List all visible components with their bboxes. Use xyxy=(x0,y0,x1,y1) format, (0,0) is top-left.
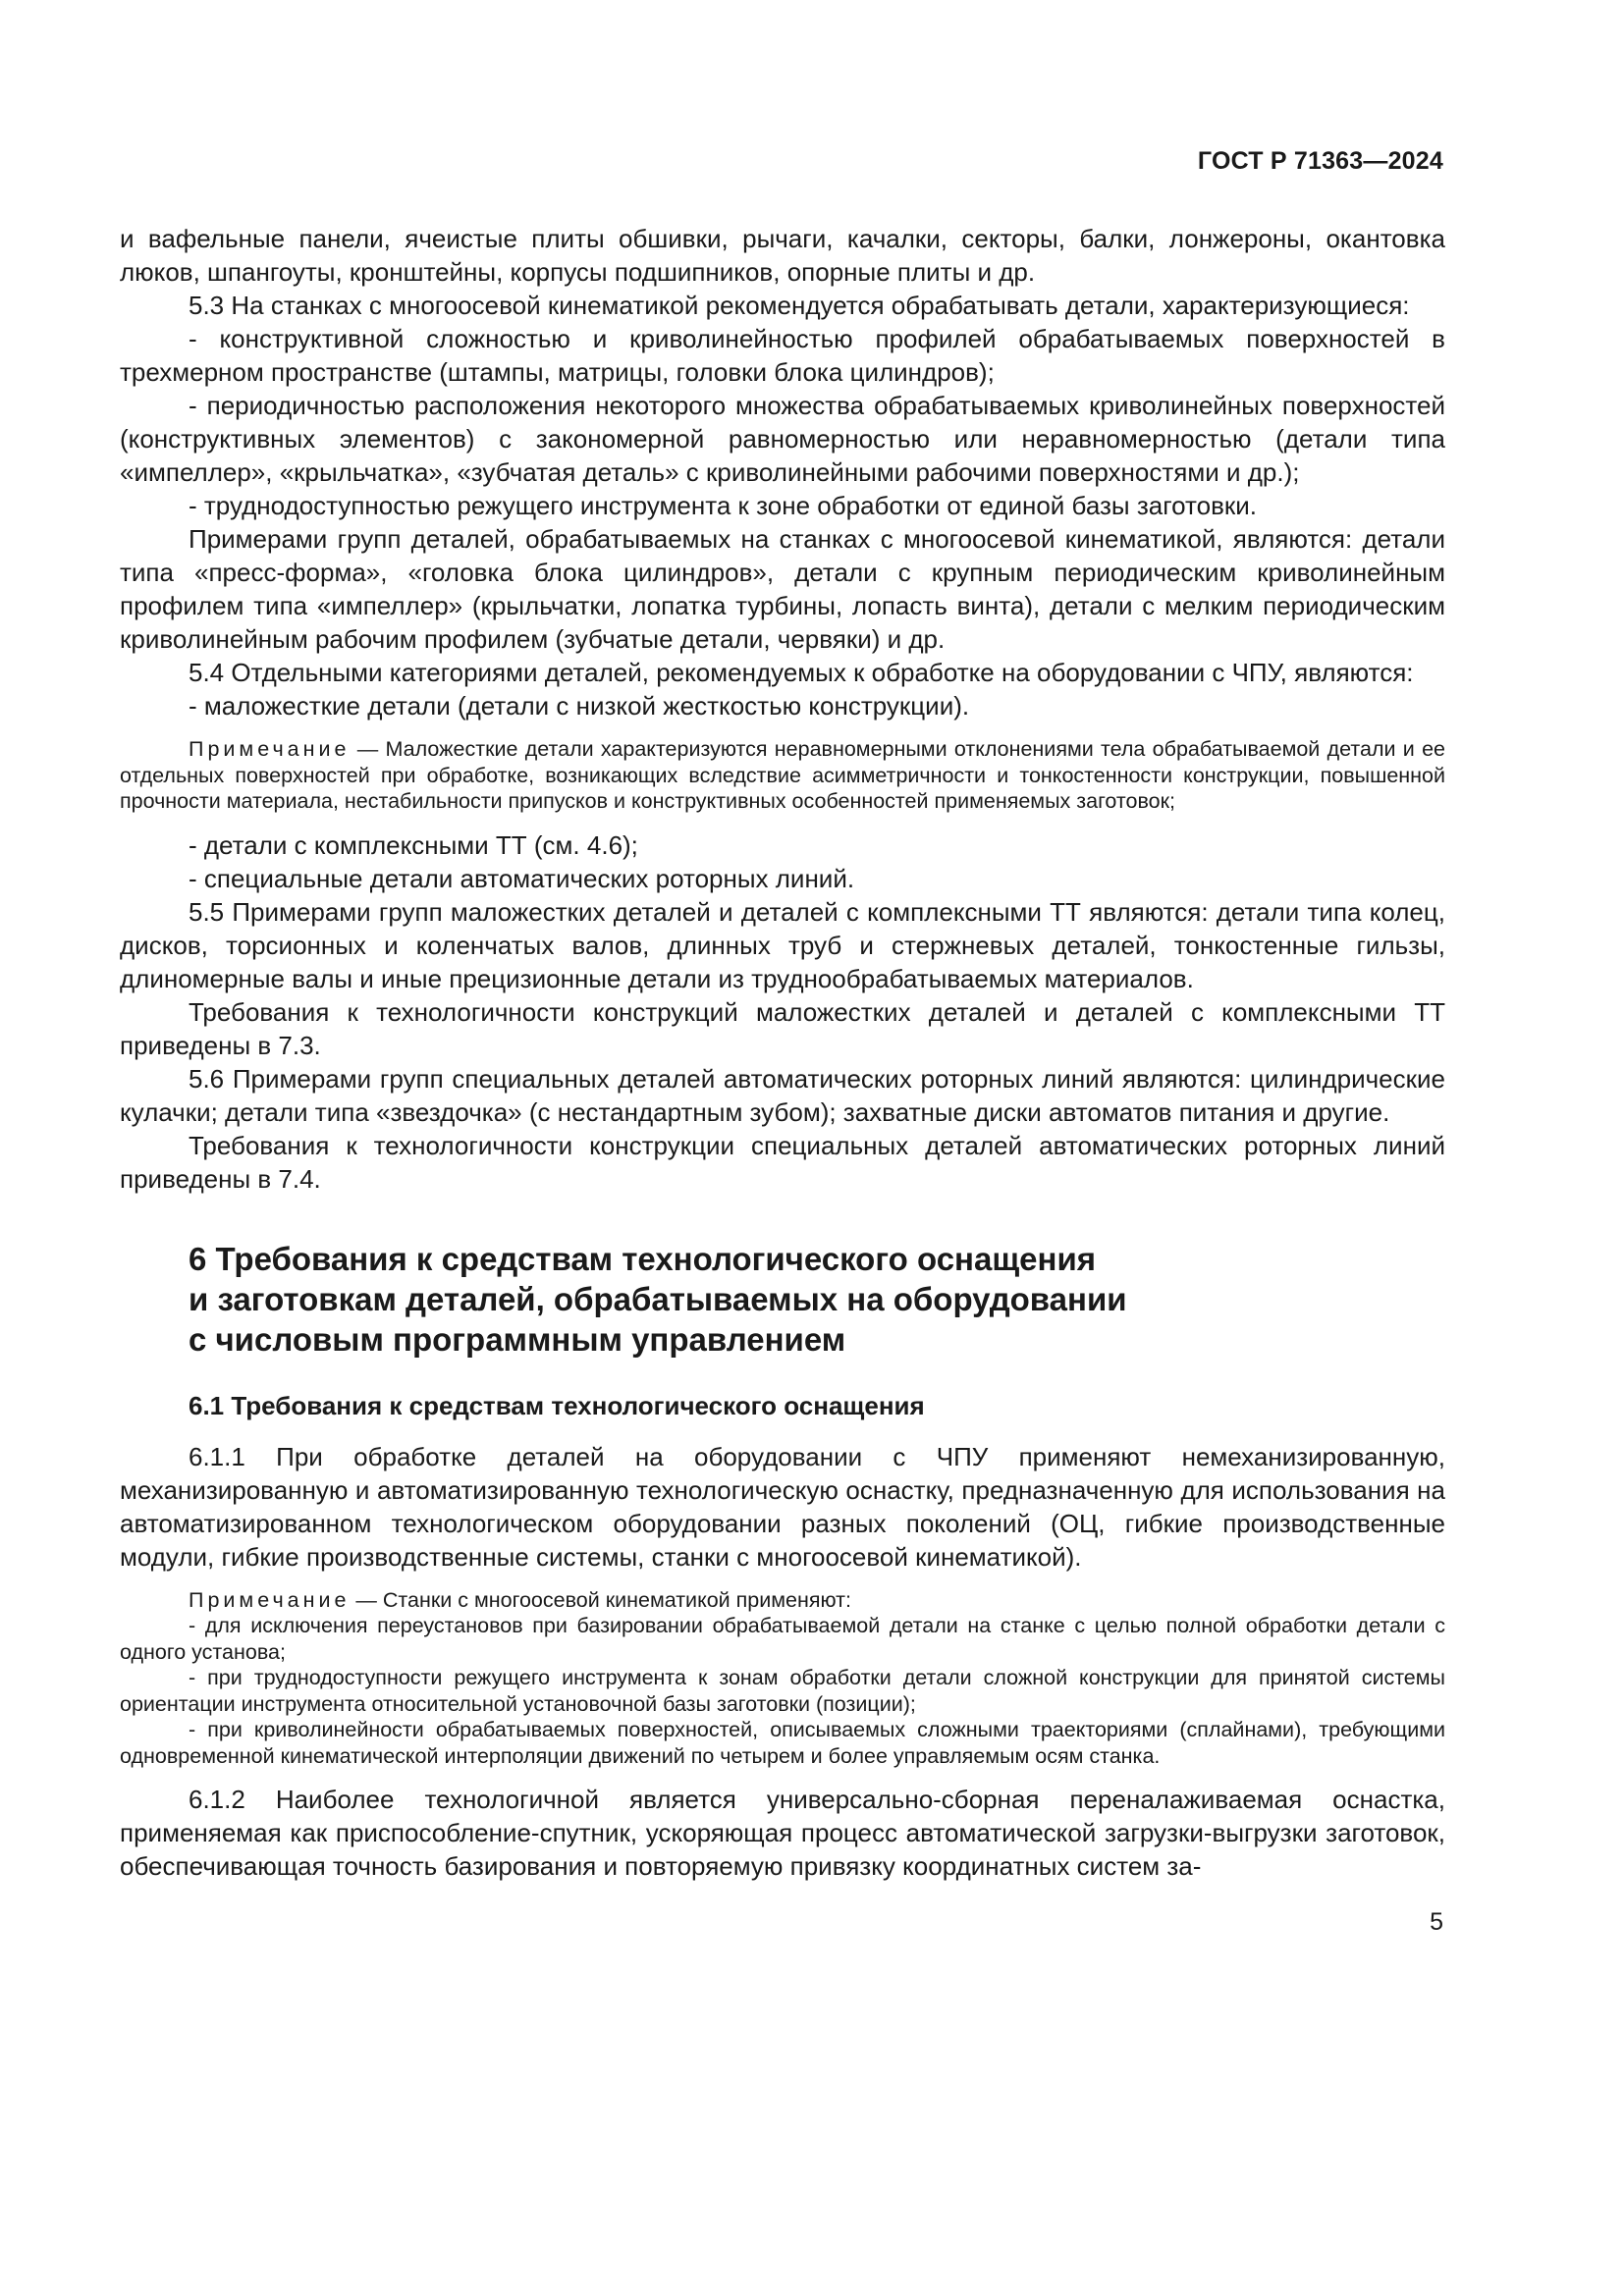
list-item: - маложесткие детали (детали с низкой жесткостью конструкции). xyxy=(189,691,970,721)
list-item: - детали с комплексными ТТ (см. 4.6); xyxy=(189,829,638,860)
note-list-item: - при труднодоступности режущего инструмента к зонам обработки детали сложной конструкции для принятой системы ориентации инструмента относительной установочной базы заготовки (позиции); xyxy=(120,1666,1445,1716)
clause-5-6: 5.6 Примерами групп специальных деталей автоматических роторных линий являются: цилиндрические кулачки; детали типа «звездочка» (с нестандартным зубом); захватные диски автоматов питания и другие. xyxy=(120,1063,1445,1127)
note-list-item: - при криволинейности обрабатываемых поверхностей, описываемых сложными траекториями (сплайнами), требующими одновременной кинематической интерполяции движений по четырем и более управляемым осям станка. xyxy=(120,1718,1445,1768)
subsection-heading: 6.1 Требования к средствам технологического оснащения xyxy=(189,1390,925,1420)
list-item: - конструктивной сложностью и криволинейностью профилей обрабатываемых поверхностей в трехмерном пространстве (штампы, матрицы, головки блока цилиндров); xyxy=(120,324,1445,387)
note-text: — Маложесткие детали характеризуются неравномерными отклонениями тела обрабатываемой детали и ее отдельных поверхностей при обработке, возникающих вследствие асимметричности и тонкостенности конструкции, повышенной прочности материала, нестабильности припусков и конструктивных особенностей применяемых заготовок; xyxy=(120,737,1445,813)
section-heading-line: с числовым программным управлением xyxy=(189,1320,846,1358)
note xyxy=(120,736,1445,815)
clause-5-4: 5.4 Отдельными категориями деталей, рекомендуемых к обработке на оборудовании с ЧПУ, являются: xyxy=(189,658,1414,687)
list-item: - специальные детали автоматических роторных линий. xyxy=(189,863,855,893)
list-item: - труднодоступностью режущего инструмента к зоне обработки от единой базы заготовки. xyxy=(189,491,1258,520)
note-block xyxy=(120,1587,1445,1770)
note-text: — Станки с многоосевой кинематикой применяют: xyxy=(350,1587,851,1612)
document-header: ГОСТ Р 71363—2024 xyxy=(1197,147,1443,175)
clause-5-3: 5.3 На станках с многоосевой кинематикой рекомендуется обрабатывать детали, характеризующиеся: xyxy=(189,291,1410,320)
list-item: - периодичностью расположения некоторого множества обрабатываемых криволинейных поверхностей (конструктивных элементов) с закономерной равномерностью или неравномерностью (детали типа «импеллер», «крыльчатка», «зубчатая деталь» с криволинейными рабочими поверхностями и др.); xyxy=(120,391,1445,487)
section-heading-line: 6 Требования к средствам технологического оснащения xyxy=(189,1240,1096,1277)
paragraph: Примерами групп деталей, обрабатываемых на станках с многоосевой кинематикой, являются: детали типа «пресс-форма», «головка блока цилиндров», детали с крупным периодическим криволинейным профилем типа «импеллер» (крыльчатки, лопатка турбины, лопасть винта), детали с мелким периодическим криволинейным рабочим профилем (зубчатые детали, червяки) и др. xyxy=(120,524,1445,654)
page-number: 5 xyxy=(1430,1908,1443,1936)
section-heading-line: и заготовкам деталей, обрабатываемых на оборудовании xyxy=(189,1280,1127,1317)
note-label: Примечание xyxy=(189,737,351,761)
clause-5-5: 5.5 Примерами групп маложестких деталей и деталей с комплексными ТТ являются: детали типа колец, дисков, торсионных и коленчатых валов, длинных труб и стержневых деталей, тонкостенные гильзы, длиномерные валы и иные прецизионные детали из труднообрабатываемых материалов. xyxy=(120,896,1445,993)
note-label: Примечание xyxy=(189,1587,351,1612)
note-list-item: - для исключения переустановов при базировании обрабатываемой детали на станке с целью полной обработки детали с одного установа; xyxy=(120,1614,1445,1664)
note-block xyxy=(120,736,1445,815)
document-body xyxy=(120,222,1445,1883)
paragraph: Требования к технологичности конструкции специальных деталей автоматических роторных линий приведены в 7.4. xyxy=(120,1130,1445,1194)
clause-6-1-1: 6.1.1 При обработке деталей на оборудовании с ЧПУ применяют немеханизированную, механизированную и автоматизированную технологическую оснастку, предназначенную для использования на автоматизированном технологическом оборудовании разных поколений (ОЦ, гибкие производственные модули, гибкие производственные системы, станки с многоосевой кинематикой). xyxy=(120,1441,1445,1572)
note xyxy=(120,1587,1445,1614)
paragraph: и вафельные панели, ячеистые плиты обшивки, рычаги, качалки, секторы, балки, лонжероны, окантовка люков, шпангоуты, кронштейны, корпусы подшипников, опорные плиты и др. xyxy=(120,224,1445,287)
paragraph: Требования к технологичности конструкций маложестких деталей и деталей с комплексными ТТ приведены в 7.3. xyxy=(120,996,1445,1060)
clause-6-1-2: 6.1.2 Наиболее технологичной является универсально-сборная переналаживаемая оснастка, применяемая как приспособление-спутник, ускоряющая процесс автоматической загрузки-выгрузки заготовок, обеспечивающая точность базирования и повторяемую привязку координатных систем за- xyxy=(120,1785,1445,1881)
section-heading xyxy=(189,1239,1445,1360)
